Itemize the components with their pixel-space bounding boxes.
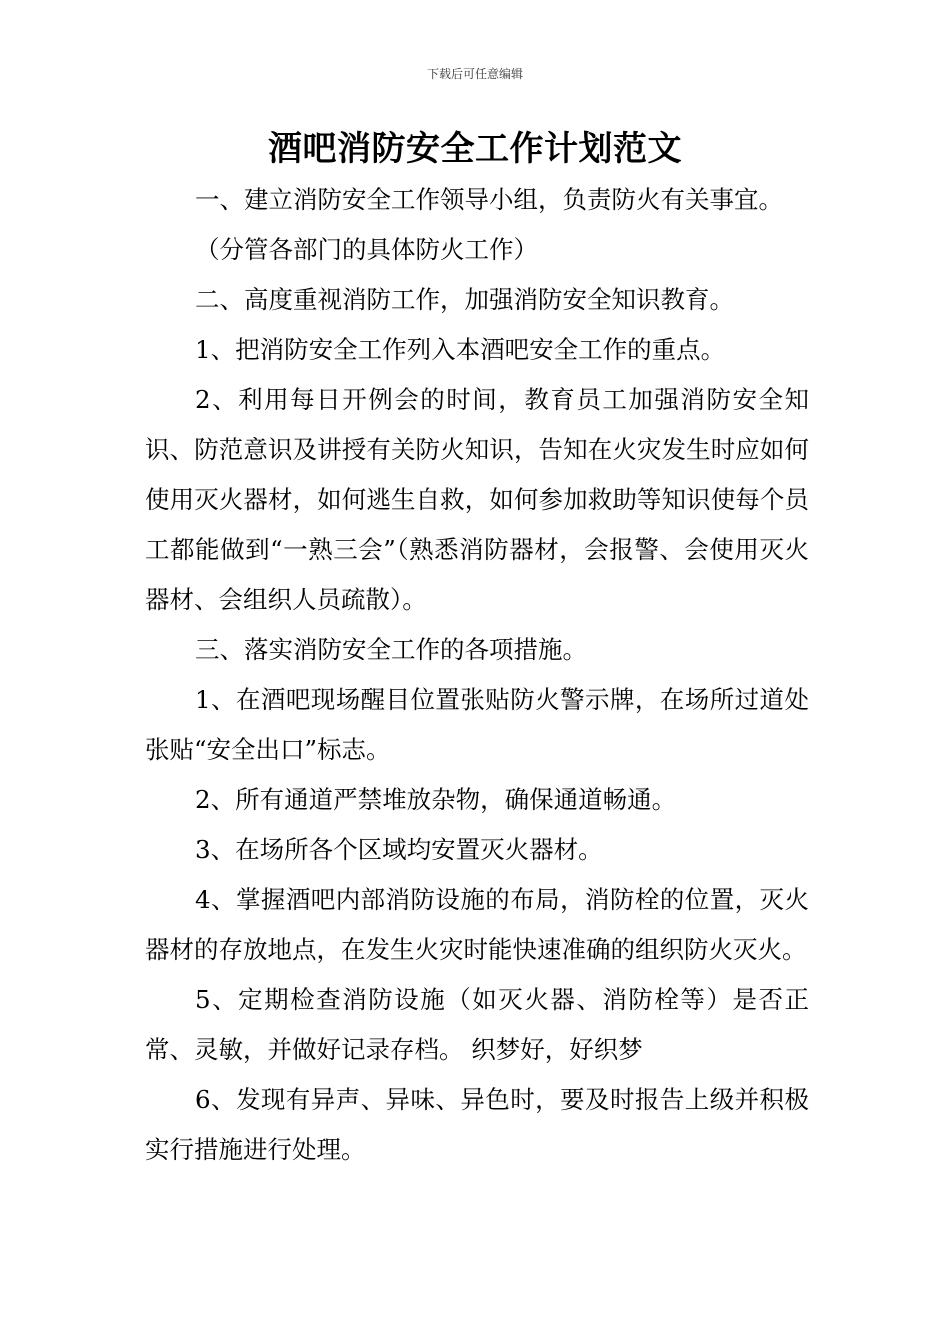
paragraph-12: 6、发现有异声、异味、异色时，要及时报告上级并积极实行措施进行处理。: [145, 1085, 809, 1164]
paragraph-11: 5、定期检查消防设施（如灭火器、消防栓等）是否正常、灵敏，并做好记录存档。 织梦好，好织梦: [145, 985, 809, 1064]
paragraph-8: 2、所有通道严禁堆放杂物，确保通道畅通。: [195, 785, 677, 814]
paragraph-3: 二、高度重视消防工作，加强消防安全知识教育。: [195, 285, 734, 314]
document-body: [145, 175, 809, 1175]
document-title: 酒吧消防安全工作计划范文: [268, 129, 682, 169]
paragraph-2: （分管各部门的具体防火工作）: [195, 235, 538, 264]
paragraph-5: 2、利用每日开例会的时间，教育员工加强消防安全知识、防范意识及讲授有关防火知识，告知在火灾发生时应如何使用灭火器材，如何逃生自救，如何参加救助等知识使每个员工都能做到“一熟三会”（熟悉消防器材，会报警、会使用灭火器材、会组织人员疏散）。: [145, 385, 809, 614]
header-note: 下载后可任意编辑: [426, 67, 523, 81]
paragraph-4: 1、把消防安全工作列入本酒吧安全工作的重点。: [195, 335, 726, 364]
paragraph-1: 一、建立消防安全工作领导小组，负责防火有关事宜。: [195, 185, 783, 214]
paragraph-6: 三、落实消防安全工作的各项措施。: [195, 635, 587, 664]
paragraph-10: 4、掌握酒吧内部消防设施的布局，消防栓的位置，灭火器材的存放地点，在发生火灾时能快速准确的组织防火灭火。: [145, 885, 809, 964]
paragraph-9: 3、在场所各个区域均安置灭火器材。: [195, 835, 603, 864]
paragraph-7: 1、在酒吧现场醒目位置张贴防火警示牌，在场所过道处张贴“安全出口”标志。: [145, 685, 809, 764]
